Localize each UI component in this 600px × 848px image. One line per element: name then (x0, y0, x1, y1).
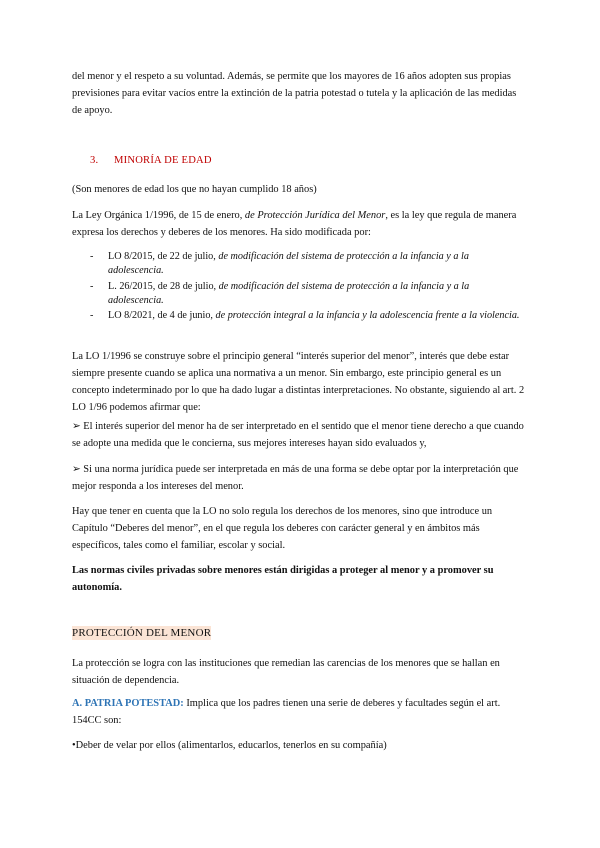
modification-title: de protección integral a la infancia y la adolescencia frente a la violencia. (215, 310, 520, 321)
intro-paragraph: del menor y el respeto a su voluntad. Además, se permite que los mayores de 16 años adopten sus propias previsiones para evitar vacíos entre la extinción de la patria potestad o tutela y la aplicación de las medidas de apoyo. (72, 71, 517, 116)
list-dash: - (90, 251, 94, 262)
section-title: MINORÍA DE EDAD (114, 155, 212, 166)
protection-title: PROTECCIÓN DEL MENOR (72, 627, 212, 639)
list-dash: - (90, 310, 94, 321)
bold-statement: Las normas civiles privadas sobre menores están dirigidas a proteger al menor y a promover su autonomía. (72, 565, 494, 593)
modification-prefix: L. 26/2015, de 28 de julio, (108, 280, 219, 292)
lo-intro-before: La Ley Orgánica 1/1996, de 15 de enero, (72, 210, 245, 221)
list-item (90, 280, 526, 308)
duties-paragraph: Hay que tener en cuenta que la LO no solo regula los derechos de los menores, sino que introduce un Capítulo “Deberes del menor”, en el que regula los deberes con carácter general y en ámbitos más específicos, tales como el familiar, escolar y social. (72, 506, 493, 551)
arrow-point-1: ➢ El interés superior del menor ha de ser interpretado en el sentido que el menor tiene derecho a que cuando se adopte una medida que le concierna, sus mejores intereses hayan sido evaluados y, (72, 421, 524, 449)
modification-title: de modificación del sistema de protección a la infancia y a la adolescencia. (108, 280, 470, 306)
lo-intro-title: de Protección Jurídica del Menor (244, 210, 386, 221)
patria-potestad-paragraph (72, 695, 528, 729)
section-heading-minoria (90, 155, 212, 166)
modification-prefix: LO 8/2021, de 4 de junio, (108, 310, 216, 321)
section-number: 3. (90, 155, 99, 166)
lo-intro-after: , es la ley que regula de manera expresa los derechos y deberes de los menores. Ha sido modificada por: (72, 210, 517, 238)
list-dash: - (90, 280, 94, 292)
list-item (90, 309, 526, 323)
bullet-duty: •Deber de velar por ellos (alimentarlos, educarlos, tenerlos en su compañía) (72, 740, 387, 751)
minority-note: (Son menores de edad los que no hayan cumplido 18 años) (72, 184, 317, 195)
modifications-list (90, 250, 526, 325)
modification-title: de modificación del sistema de protección a la infancia y a la adolescencia. (108, 251, 469, 276)
arrow-point-2: ➢ Si una norma jurídica puede ser interpretada en más de una forma se debe optar por la interpretación que mejor responda a los intereses del menor. (72, 464, 519, 492)
protection-paragraph: La protección se logra con las instituciones que remedian las carencias de los menores que se hallan en situación de dependencia. (72, 658, 500, 686)
lo-intro-paragraph (72, 207, 528, 241)
list-item (90, 250, 526, 278)
patria-potestad-text: Implica que los padres tienen una serie de deberes y facultades según el art. 154CC son: (72, 698, 501, 726)
principle-paragraph: La LO 1/1996 se construye sobre el principio general “interés superior del menor”, interés que debe estar siempre presente cuando se aplica una normativa a un menor. Sin embargo, este principio general es un concepto indeterminado por lo que ha dado lugar a distintas interpretaciones. No obstante, siguiendo al art. 2 LO 1/96 podemos afirmar que: (72, 351, 525, 413)
modification-prefix: LO 8/2015, de 22 de julio, (108, 251, 219, 262)
patria-potestad-label: A. PATRIA POTESTAD: (72, 698, 184, 709)
